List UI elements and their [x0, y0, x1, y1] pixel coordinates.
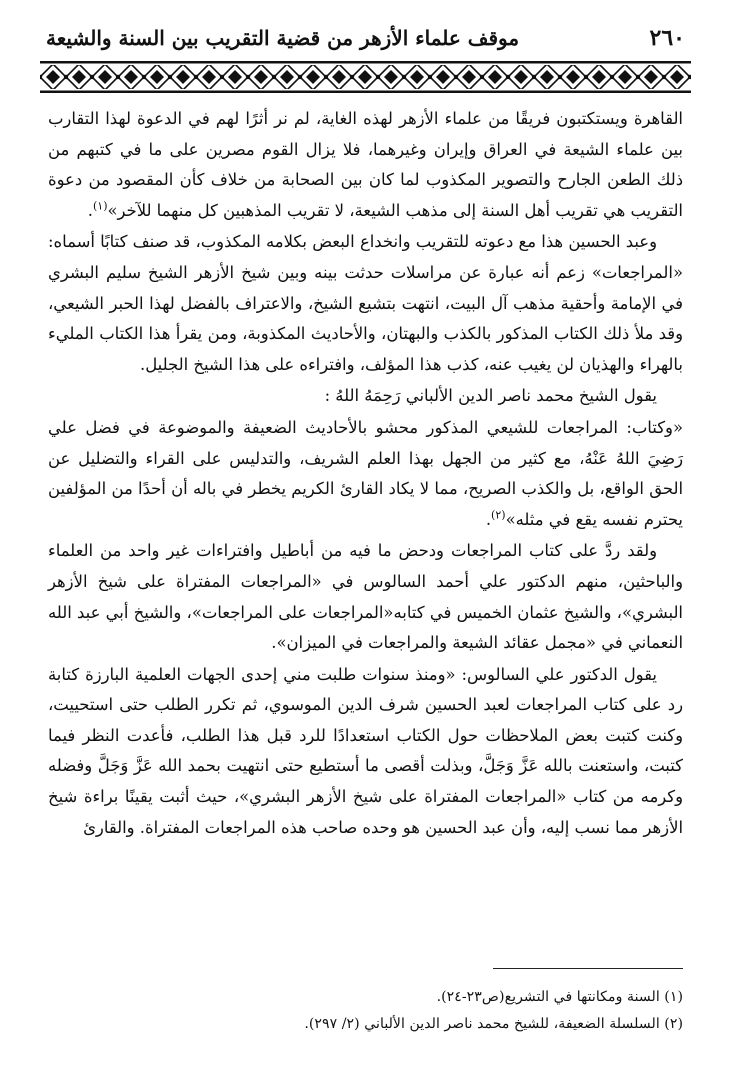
footnote-2: (٢) السلسلة الضعيفة، للشيخ محمد ناصر الدين الألباني (٢/ ٢٩٧). [304, 1016, 683, 1032]
paragraph-5: ولقد ردَّ على كتاب المراجعات ودحض ما فيه من أباطيل وافتراءات غير واحد من العلماء والباحثين، منهم الدكتور علي أحمد السالوس في «المراجعات المفتراة على شيخ الأزهر البشري»، والشيخ عثمان الخميس في كتابه«المراجعات على المراجعات»، والشيخ أبي عبد الله النعماني في «مجمل عقائد الشيعة والمراجعات في الميزان». [48, 541, 683, 653]
ornamental-border [40, 60, 691, 94]
footnote-ref-2: (٢) [491, 508, 506, 522]
paragraph-4-text: «وكتاب: المراجعات للشيعي المذكور محشو بالأحاديث الضعيفة والموضوعة في فضل علي رَضِيَ اللهُ عَنْهُ، مع كثير من الجهل بهذا العلم الشريف، والتدليس على القراء والتضليل عن الحق الواقع، بل والكذب الصريح، مما لا يكاد القارئ الكريم يخطر في باله أن أحدًا من المؤلفين يحترم نفسه يقع في مثله» [48, 417, 683, 529]
page-header [46, 16, 685, 60]
main-text [48, 104, 683, 844]
footnotes [48, 984, 683, 1038]
paragraph-3: يقول الشيخ محمد ناصر الدين الألباني رَحِمَهُ اللهُ : [324, 386, 657, 406]
running-title: موقف علماء الأزهر من قضية التقريب بين السنة والشيعة [46, 26, 520, 50]
paragraph-2: وعبد الحسين هذا مع دعوته للتقريب وانخداع البعض بكلامه المكذوب، قد صنف كتابًا أسماه: «المراجعات» زعم أنه عبارة عن مراسلات حدثت بينه وبين شيخ الأزهر الشيخ سليم البشري في الإمامة وأحقية مذهب آل البيت، انتهت بتشيع الشيخ، والاعتراف بالفضل لهذا الحبر الشيعي، وقد ملأ ذلك الكتاب المذكور بالكذب والبهتان، والأحاديث المكذوبة، ومن يقرأ هذا الكتاب المليء بالهراء والهذيان لن يغيب عنه، كذب هذا المؤلف، وافتراءه على هذا الشيخ الجليل. [48, 232, 683, 374]
paragraph-4: «وكتاب: المراجعات للشيعي المذكور محشو بالأحاديث الضعيفة والموضوعة في فضل علي رَضِيَ اللهُ عَنْهُ، مع كثير من الجهل بهذا العلم الشريف، والتدليس على القراء والتضليل عن الحق الواقع، بل والكذب الصريح، مما لا يكاد القارئ الكريم يخطر في باله أن أحدًا من المؤلفين يحترم نفسه يقع في مثله»$^{(٢)}$. [48, 417, 683, 529]
footnote-1: (١) السنة ومكانتها في التشريع(ص٢٣-٢٤). [436, 989, 683, 1005]
paragraph-1-text: القاهرة ويستكتبون فريقًا من علماء الأزهر لهذه الغاية، لم نر أثرًا لهم في الدعوة لهذا التقارب بين علماء الشيعة في العراق وإيران وغيرهما، فلا يزال القوم مصرين على ما في كتبهم من ذلك الطعن الجارح والتصوير المكذوب لما كان بين الصحابة من خلاف كأن المقصود من دعوة التقريب هي تقريب أهل السنة إلى مذهب الشيعة، لا تقريب المذهبين كل منهما للآخر» [48, 109, 683, 220]
paragraph-6: يقول الدكتور علي السالوس: «ومنذ سنوات طلبت مني إحدى الجهات العلمية البارزة كتابة رد على كتاب المراجعات لعبد الحسين شرف الدين الموسوي، ثم تكرر الطلب حتى استحييت، وكنت كتبت بعض الملاحظات حول الكتاب استعدادًا للرد قبل هذا الطلب، فأعدت النظر فيما كتبت، واستعنت بالله عَزَّ وَجَلَّ، وبذلت أقصى ما أستطيع حتى انتهيت بحمد الله عَزَّ وَجَلَّ وفضله وكرمه من كتاب «المراجعات المفتراة على شيخ الأزهر البشري»، حيث أثبت يقينًا براءة شيخ الأزهر مما نسب إليه، وأن عبد الحسين هو وحده صاحب هذه المراجعات المفتراة. والقارئ [48, 664, 683, 837]
footnote-separator [493, 968, 683, 969]
footnote-ref-1: (١) [92, 199, 108, 213]
page-number: ٢٦٠ [649, 25, 685, 51]
paragraph-1: القاهرة ويستكتبون فريقًا من علماء الأزهر لهذه الغاية، لم نر أثرًا لهم في الدعوة لهذا التقارب بين علماء الشيعة في العراق وإيران وغيرهما، فلا يزال القوم مصرين على ما في كتبهم من ذلك الطعن الجارح والتصوير المكذوب لما كان بين الصحابة من خلاف كأن المقصود من دعوة التقريب هي تقريب أهل السنة إلى مذهب الشيعة، لا تقريب المذهبين كل منهما للآخر»$^{(١)}$. [48, 109, 683, 220]
